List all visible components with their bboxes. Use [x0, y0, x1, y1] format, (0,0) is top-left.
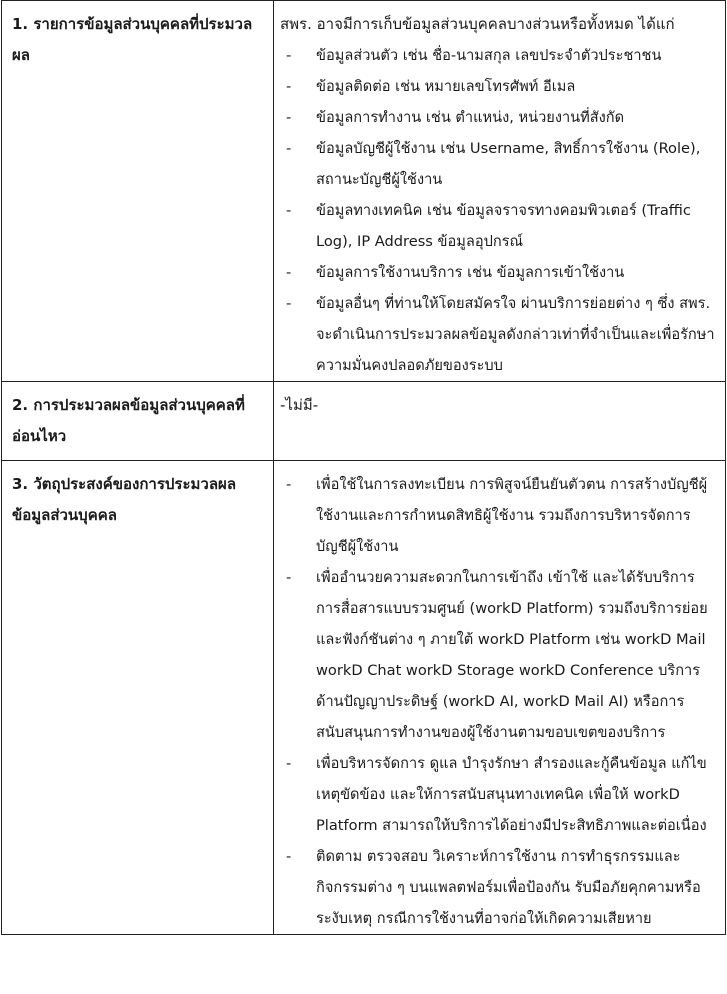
table-row [2, 1, 726, 382]
data-item-list [280, 40, 719, 381]
privacy-table [1, 0, 726, 935]
list-item: - ข้อมูลอื่นๆ ที่ท่านให้โดยสมัครใจ ผ่านบริการย่อยต่าง ๆ ซึ่ง สพร. จะดำเนินการประมวลผลข้อมูลดังกล่าวเท่าที่จำเป็นและเพื่อรักษาความมั่นคงปลอดภัยของระบบ [280, 288, 719, 381]
list-item: - ข้อมูลติดต่อ เช่น หมายเลขโทรศัพท์ อีเมล [280, 71, 719, 102]
row-intro: สพร. อาจมีการเก็บข้อมูลส่วนบุคคลบางส่วนหรือทั้งหมด ได้แก่ [280, 15, 675, 33]
list-item: - ข้อมูลการทำงาน เช่น ตำแหน่ง, หน่วยงานที่สังกัด [280, 102, 719, 133]
row-heading-cell [2, 1, 274, 382]
row-heading: 2. การประมวลผลข้อมูลส่วนบุคคลที่อ่อนไหว [12, 396, 245, 445]
row-note: -ไม่มี- [280, 396, 319, 414]
row-heading: 3. วัตถุประสงค์ของการประมวลผลข้อมูลส่วนบุคคล [12, 475, 237, 524]
purpose-list [280, 469, 719, 934]
row-heading-cell [2, 461, 274, 935]
row-content-cell [274, 382, 726, 461]
list-item: - เพื่ออำนวยความสะดวกในการเข้าถึง เข้าใช้ และได้รับบริการการสื่อสารแบบรวมศูนย์ (workD Platform) รวมถึงบริการย่อยและฟังก์ชันต่าง ๆ ภายใต้ workD Platform เช่น workD Mail workD Chat workD Storage workD Conference บริการด้านปัญญาประดิษฐ์ (workD AI, workD Mail AI) หรือการสนับสนุนการทำงานของผู้ใช้งานตามขอบเขตของบริการ [280, 562, 719, 748]
list-item: - เพื่อบริหารจัดการ ดูแล บำรุงรักษา สำรองและกู้คืนข้อมูล แก้ไขเหตุขัดข้อง และให้การสนับสนุนทางเทคนิค เพื่อให้ workD Platform สามารถให้บริการได้อย่างมีประสิทธิภาพและต่อเนื่อง [280, 748, 719, 841]
list-item: - เพื่อใช้ในการลงทะเบียน การพิสูจน์ยืนยันตัวตน การสร้างบัญชีผู้ใช้งานและการกำหนดสิทธิผู้ใช้งาน รวมถึงการบริหารจัดการบัญชีผู้ใช้งาน [280, 469, 719, 562]
list-item: - ติดตาม ตรวจสอบ วิเคราะห์การใช้งาน การทำธุรกรรมและกิจกรรมต่าง ๆ บนแพลตฟอร์มเพื่อป้องกัน รับมือภัยคุกคามหรือระงับเหตุ กรณีการใช้งานที่อาจก่อให้เกิดความเสียหาย [280, 841, 719, 934]
list-item: - ข้อมูลบัญชีผู้ใช้งาน เช่น Username, สิทธิ์การใช้งาน (Role), สถานะบัญชีผู้ใช้งาน [280, 133, 719, 195]
list-item: - ข้อมูลทางเทคนิค เช่น ข้อมูลจราจรทางคอมพิวเตอร์ (Traffic Log), IP Address ข้อมูลอุปกรณ์ [280, 195, 719, 257]
row-heading-cell [2, 382, 274, 461]
table-row [2, 461, 726, 935]
row-content-cell [274, 1, 726, 382]
row-heading: 1. รายการข้อมูลส่วนบุคคลที่ประมวลผล [12, 15, 253, 64]
row-content-cell [274, 461, 726, 935]
list-item: - ข้อมูลการใช้งานบริการ เช่น ข้อมูลการเข้าใช้งาน [280, 257, 719, 288]
list-item: - ข้อมูลส่วนตัว เช่น ชื่อ-นามสกุล เลขประจำตัวประชาชน [280, 40, 719, 71]
table-row [2, 382, 726, 461]
